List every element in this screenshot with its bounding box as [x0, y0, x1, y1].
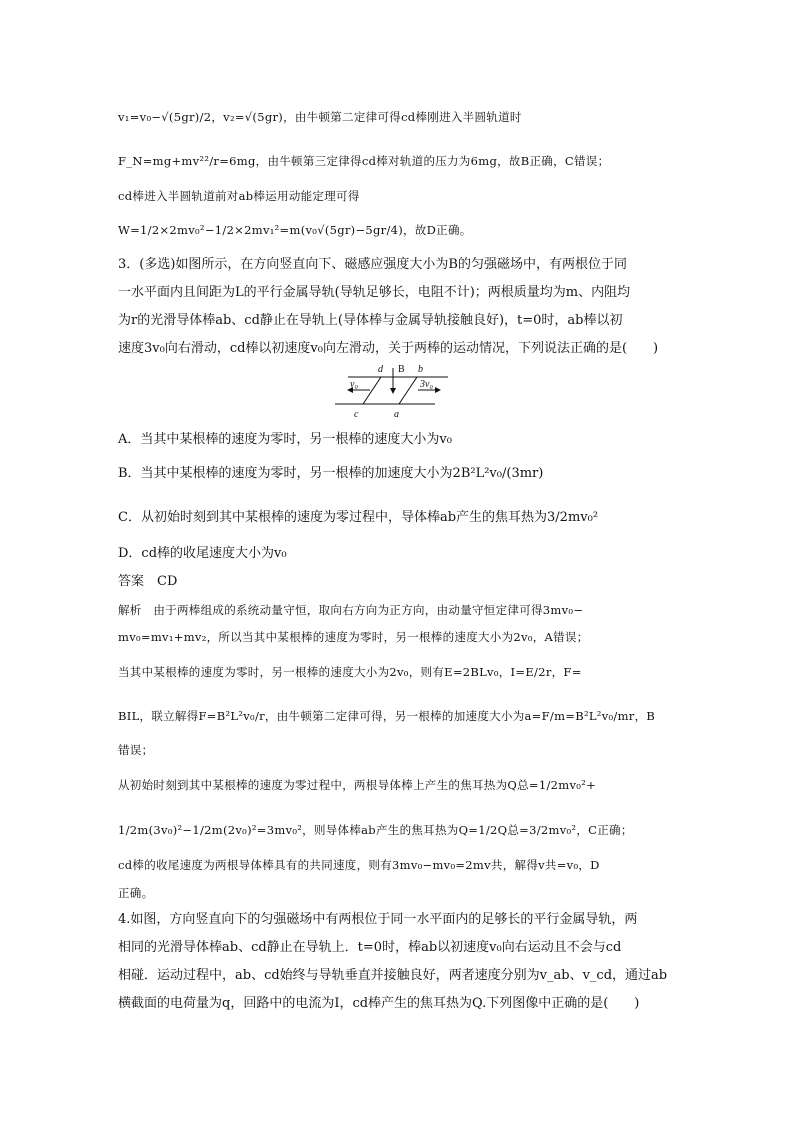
option-b: B．当其中某根棒的速度为零时，另一根棒的加速度大小为2B²L²v₀/(3mr) [118, 466, 544, 481]
answer-line: 答案 CD [118, 574, 178, 589]
label-c: c [354, 409, 359, 420]
analysis-line-6: 从初始时刻到其中某根棒的速度为零过程中，两根导体棒上产生的焦耳热为Q总=1/2mv₀²+ [118, 778, 597, 792]
label-a: a [394, 409, 399, 420]
analysis-line-5: 错误； [118, 743, 154, 757]
solution-line-3: cd棒进入半圆轨道前对ab棒运用动能定理可得 [118, 189, 360, 203]
analysis-line-9: 正确。 [118, 886, 154, 900]
rails-figure-svg [330, 360, 460, 422]
label-3v0: 3v₀ [420, 379, 433, 390]
question-4-line-1: 4.如图，方向竖直向下的匀强磁场中有两根位于同一水平面内的足够长的平行金属导轨，两 [118, 912, 638, 927]
analysis-line-8: cd棒的收尾速度为两根导体棒具有的共同速度，则有3mv₀−mv₀=2mv共，解得v共=v₀，D [118, 858, 600, 872]
question-3-line-1: 3．(多选)如图所示，在方向竖直向下、磁感应强度大小为B的匀强磁场中，有两根位于同 [118, 257, 627, 272]
question-3-line-3: 为r的光滑导体棒ab、cd静止在导轨上(导体棒与金属导轨接触良好)，t=0时，ab棒以初 [118, 313, 623, 328]
question-4-line-3: 相碰．运动过程中，ab、cd始终与导轨垂直并接触良好，两者速度分别为v_ab、v_cd，通过ab [118, 968, 668, 983]
label-B: B [398, 364, 405, 375]
label-v0: v₀ [350, 379, 358, 390]
question-4-line-4: 横截面的电荷量为q，回路中的电流为I，cd棒产生的焦耳热为Q.下列图像中正确的是( ) [118, 996, 640, 1011]
question-3-line-2: 一水平面内且间距为L的平行金属导轨(导轨足够长，电阻不计)；两根质量均为m、内阻均 [118, 285, 631, 300]
solution-line-1: v₁=v₀−√(5gr)/2，v₂=√(5gr)，由牛顿第二定律可得cd棒刚进入半圆轨道时 [118, 110, 522, 124]
analysis-line-1: 解析 由于两棒组成的系统动量守恒，取向右方向为正方向，由动量守恒定律可得3mv₀− [118, 603, 584, 617]
question-3-line-4: 速度3v₀向右滑动，cd棒以初速度v₀向左滑动，关于两棒的运动情况，下列说法正确的是( ) [118, 341, 659, 356]
rails-figure [330, 360, 460, 422]
solution-line-4: W=1/2×2mv₀²−1/2×2mv₁²=m(v₀√(5gr)−5gr/4)，故D正确。 [118, 223, 472, 237]
solution-line-2: F_N=mg+mv²²/r=6mg，由牛顿第三定律得cd棒对轨道的压力为6mg，故B正确，C错误； [118, 154, 610, 168]
option-c: C．从初始时刻到其中某根棒的速度为零过程中，导体棒ab产生的焦耳热为3/2mv₀² [118, 510, 599, 525]
analysis-line-2: mv₀=mv₁+mv₂，所以当其中某根棒的速度为零时，另一根棒的速度大小为2v₀，A错误； [118, 630, 589, 644]
option-a: A．当其中某根棒的速度为零时，另一根棒的速度大小为v₀ [118, 432, 452, 447]
analysis-line-3: 当其中某根棒的速度为零时，另一根棒的速度大小为2v₀，则有E=2BLv₀，I=E/2r，F= [118, 665, 582, 679]
question-4-line-2: 相同的光滑导体棒ab、cd静止在导轨上．t=0时，棒ab以初速度v₀向右运动且不会与cd [118, 940, 622, 955]
option-d: D．cd棒的收尾速度大小为v₀ [118, 546, 287, 561]
analysis-line-4: BIL，联立解得F=B²L²v₀/r，由牛顿第二定律可得，另一根棒的加速度大小为a=F/m=B²L²v₀/mr，B [118, 709, 656, 723]
label-b: b [418, 364, 423, 375]
label-d: d [378, 364, 383, 375]
analysis-line-7: 1/2m(3v₀)²−1/2m(2v₀)²=3mv₀²，则导体棒ab产生的焦耳热为Q=1/2Q总=3/2mv₀²，C正确； [118, 823, 633, 837]
